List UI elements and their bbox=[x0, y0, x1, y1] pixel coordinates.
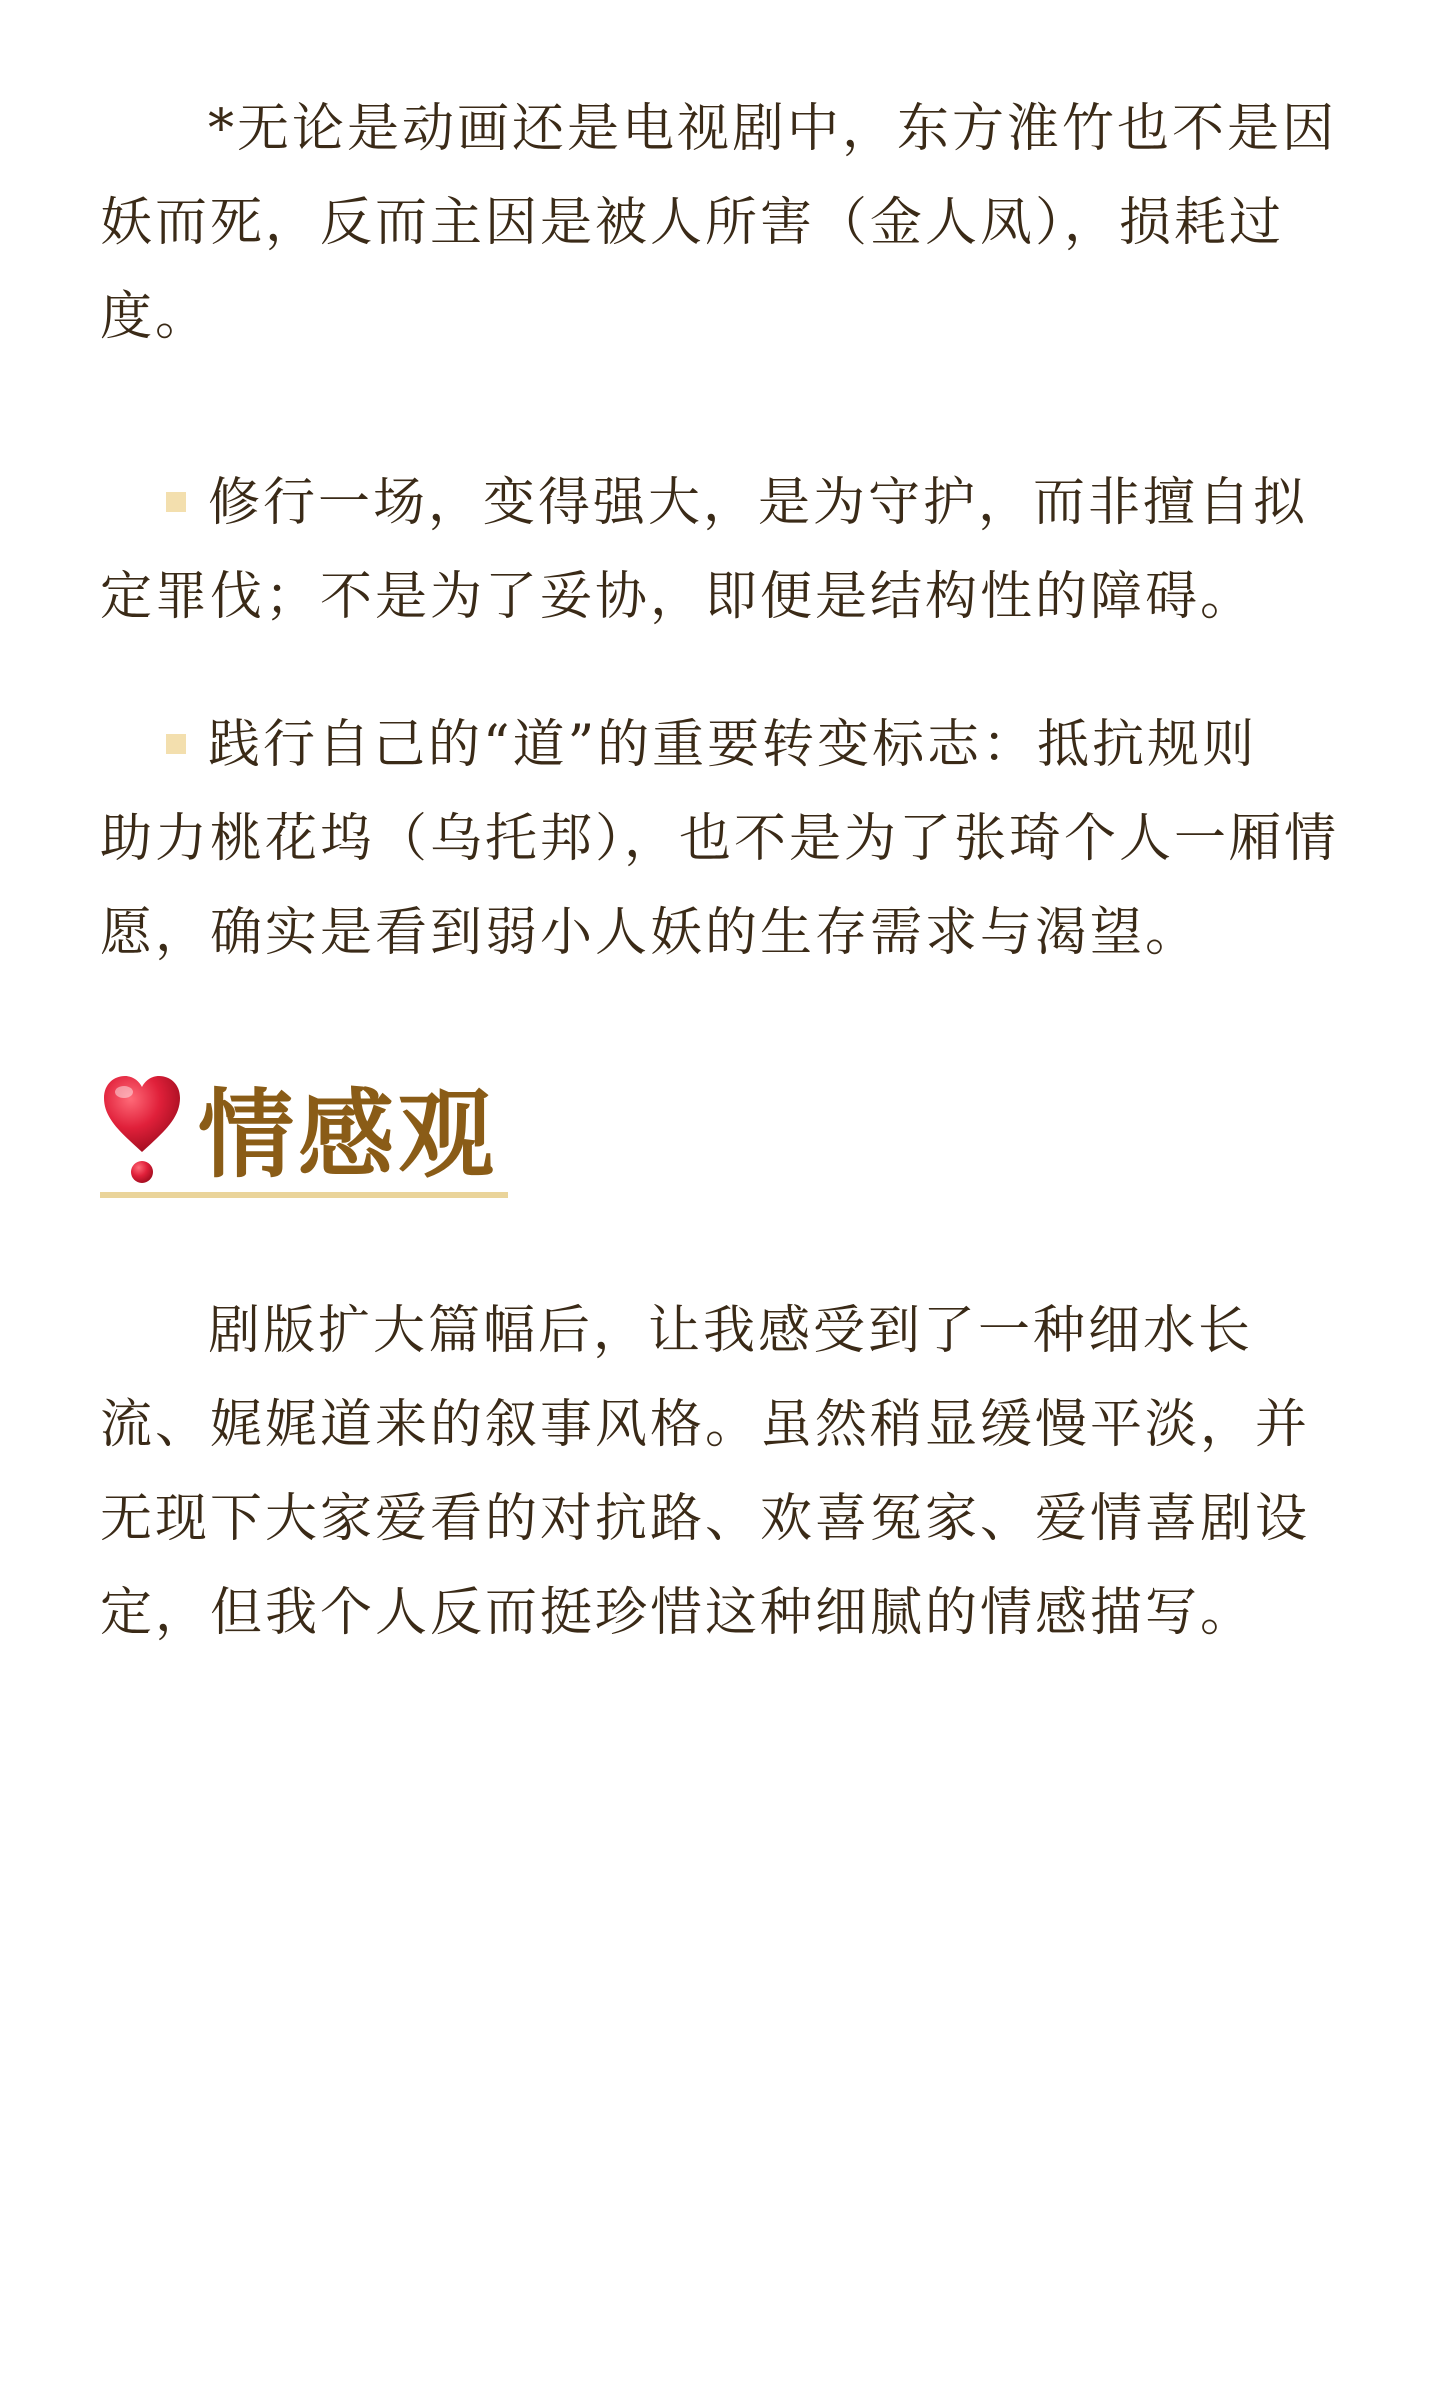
bullet-1-first-line: 修行一场，变得强大，是为守护，而非擅自拟 bbox=[208, 473, 1309, 533]
section-title: 情感观 bbox=[198, 1079, 498, 1191]
heart-exclamation-icon bbox=[100, 1074, 184, 1184]
bullet-paragraph-1 bbox=[100, 456, 1344, 644]
section-paragraph: 剧版扩大篇幅后，让我感受到了一种细水长流、娓娓道来的叙事风格。虽然稍显缓慢平淡，并无现下大家爱看的对抗路、欢喜冤家、爱情喜剧设定，但我个人反而挺珍惜这种细腻的情感描写。 bbox=[100, 1301, 1311, 1643]
bullet-item-2 bbox=[100, 698, 1344, 792]
square-bullet-icon bbox=[166, 492, 186, 512]
bullet-2-continuation: 助力桃花坞（乌托邦），也不是为了张琦个人一厢情愿，确实是看到弱小人妖的生存需求与渴望。 bbox=[100, 809, 1340, 963]
heading-underline bbox=[100, 1192, 508, 1198]
bullet-2-first-line: 践行自己的“道”的重要转变标志：抵抗规则 bbox=[208, 715, 1258, 775]
section-heading bbox=[100, 1074, 498, 1200]
square-bullet-icon bbox=[166, 734, 186, 754]
bullet-1-continuation: 定罪伐；不是为了妥协，即便是结构性的障碍。 bbox=[100, 567, 1256, 627]
bullet-paragraph-2 bbox=[100, 698, 1344, 980]
note-paragraph: *无论是动画还是电视剧中，东方淮竹也不是因妖而死，反而主因是被人所害（金人凤），损耗过度。 bbox=[100, 99, 1338, 347]
bullet-item-1 bbox=[100, 456, 1344, 550]
